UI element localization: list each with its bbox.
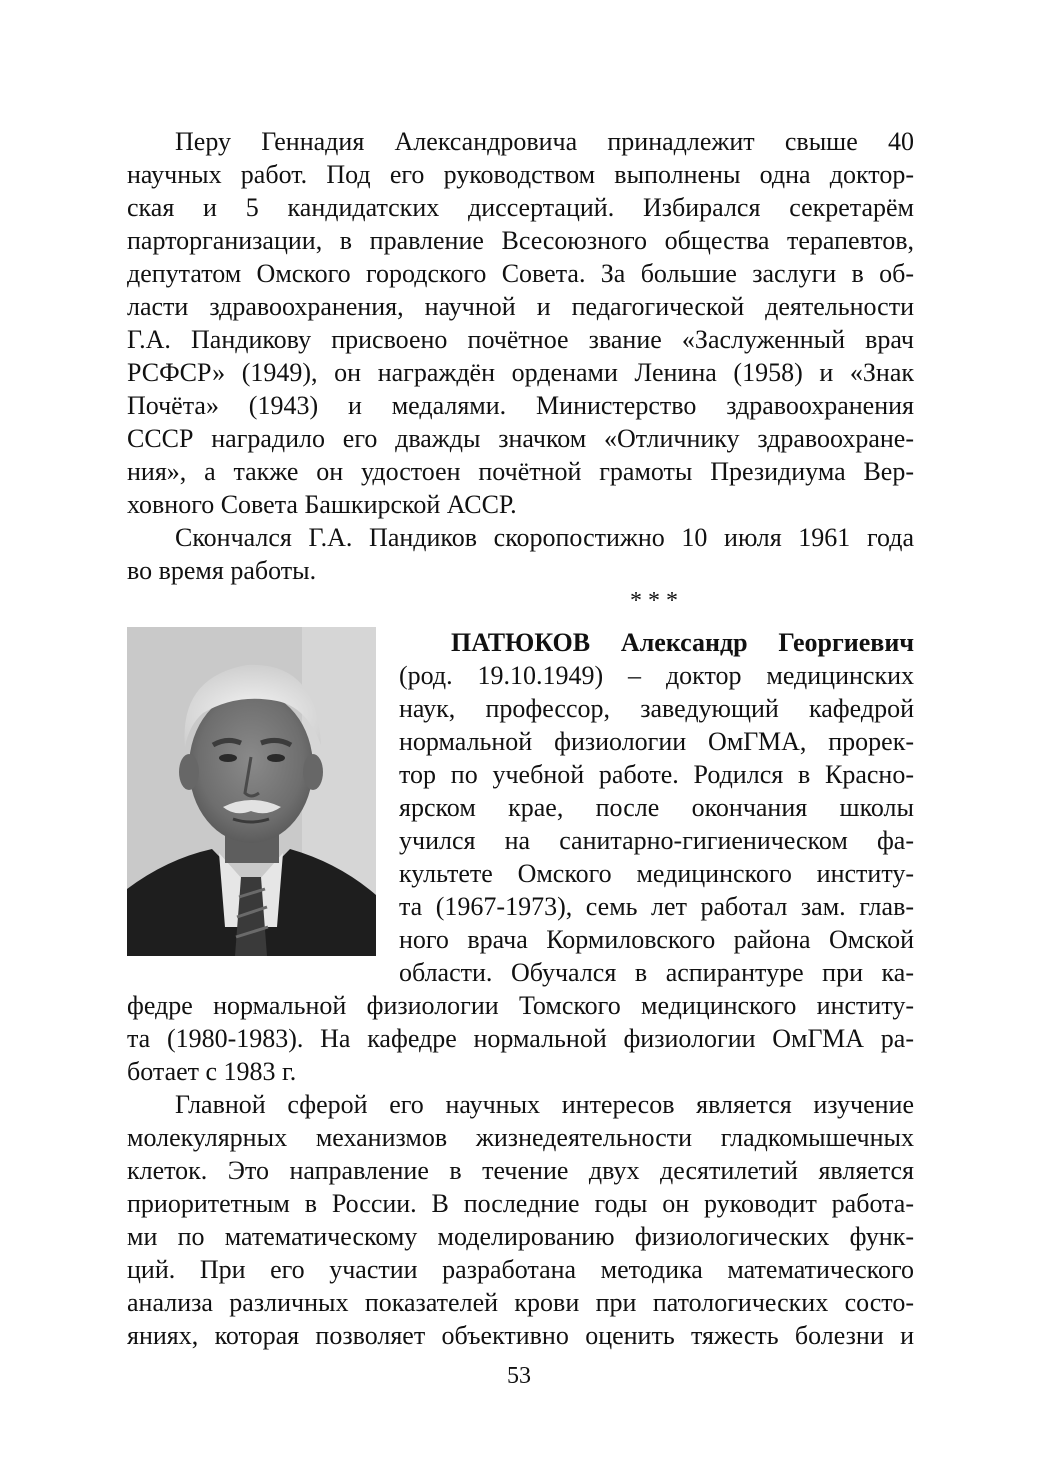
bio-line: наук, профессор, заведующий кафедрой (399, 694, 914, 723)
page-number: 53 (507, 1363, 531, 1389)
paragraph-line: анализа различных показателей крови при патологических состо- (127, 1288, 914, 1317)
paragraph-line: Г.А. Пандикову присвоено почётное звание «Заслуженный врач (127, 325, 914, 354)
paragraph-line: во время работы. (127, 556, 317, 585)
paragraph-line: Скончался Г.А. Пандиков скоропостижно 10 июля 1961 года (175, 523, 914, 552)
bio-line: та (1967-1973), семь лет работал зам. глав- (399, 892, 914, 921)
person-name: ПАТЮКОВ Александр Георгиевич (451, 628, 914, 657)
paragraph-line: РСФСР» (1949), он награждён орденами Ленина (1958) и «Знак (127, 358, 914, 387)
paragraph-line: СССР наградило его дважды значком «Отличнику здравоохране- (127, 424, 914, 453)
paragraph-line: ская и 5 кандидатских диссертаций. Избирался секретарём (127, 193, 914, 222)
bio-line: нормальной физиологии ОмГМА, прорек- (399, 727, 914, 756)
paragraph-line: ций. При его участии разработана методика математического (127, 1255, 914, 1284)
bio-line: федре нормальной физиологии Томского медицинского институ- (127, 991, 914, 1020)
bio-line: та (1980-1983). На кафедре нормальной физиологии ОмГМА ра- (127, 1024, 914, 1053)
paragraph-line: парторганизации, в правление Всесоюзного общества терапевтов, (127, 226, 914, 255)
bio-line: культете Омского медицинского институ- (399, 859, 914, 888)
paragraph-line: молекулярных механизмов жизнедеятельности гладкомышечных (127, 1123, 914, 1152)
paragraph-line: яниях, которая позволяет объективно оценить тяжесть болезни и (127, 1321, 914, 1350)
paragraph-line: Почёта» (1943) и медалями. Министерство здравоохранения (127, 391, 914, 420)
paragraph-line: ния», а также он удостоен почётной грамоты Президиума Вер- (127, 457, 914, 486)
bio-line: ного врача Кормиловского района Омской (399, 925, 914, 954)
bio-line: учился на санитарно-гигиеническом фа- (399, 826, 914, 855)
paragraph-line: Главной сферой его научных интересов является изучение (175, 1090, 914, 1119)
paragraph-line: ми по математическому моделированию физиологических функ- (127, 1222, 914, 1251)
bio-line: области. Обучался в аспирантуре при ка- (399, 958, 914, 987)
paragraph-line: Перу Геннадия Александровича принадлежит свыше 40 (175, 127, 914, 156)
paragraph-line: ховного Совета Башкирской АССР. (127, 490, 517, 519)
paragraph-line: депутатом Омского городского Совета. За большие заслуги в об- (127, 259, 914, 288)
paragraph-line: клеток. Это направление в течение двух десятилетий является (127, 1156, 914, 1185)
section-separator: * * * (630, 588, 678, 614)
paragraph-line: ласти здравоохранения, научной и педагогической деятельности (127, 292, 914, 321)
portrait-photo (127, 627, 376, 956)
bio-line: ярском крае, после окончания школы (399, 793, 914, 822)
bio-line: (род. 19.10.1949) – доктор медицинских (399, 661, 914, 690)
portrait-illustration (127, 627, 376, 956)
bio-line: ботает с 1983 г. (127, 1057, 297, 1086)
paragraph-line: научных работ. Под его руководством выполнены одна доктор- (127, 160, 914, 189)
paragraph-line: приоритетным в России. В последние годы он руководит работа- (127, 1189, 914, 1218)
bio-line: тор по учебной работе. Родился в Красно- (399, 760, 914, 789)
